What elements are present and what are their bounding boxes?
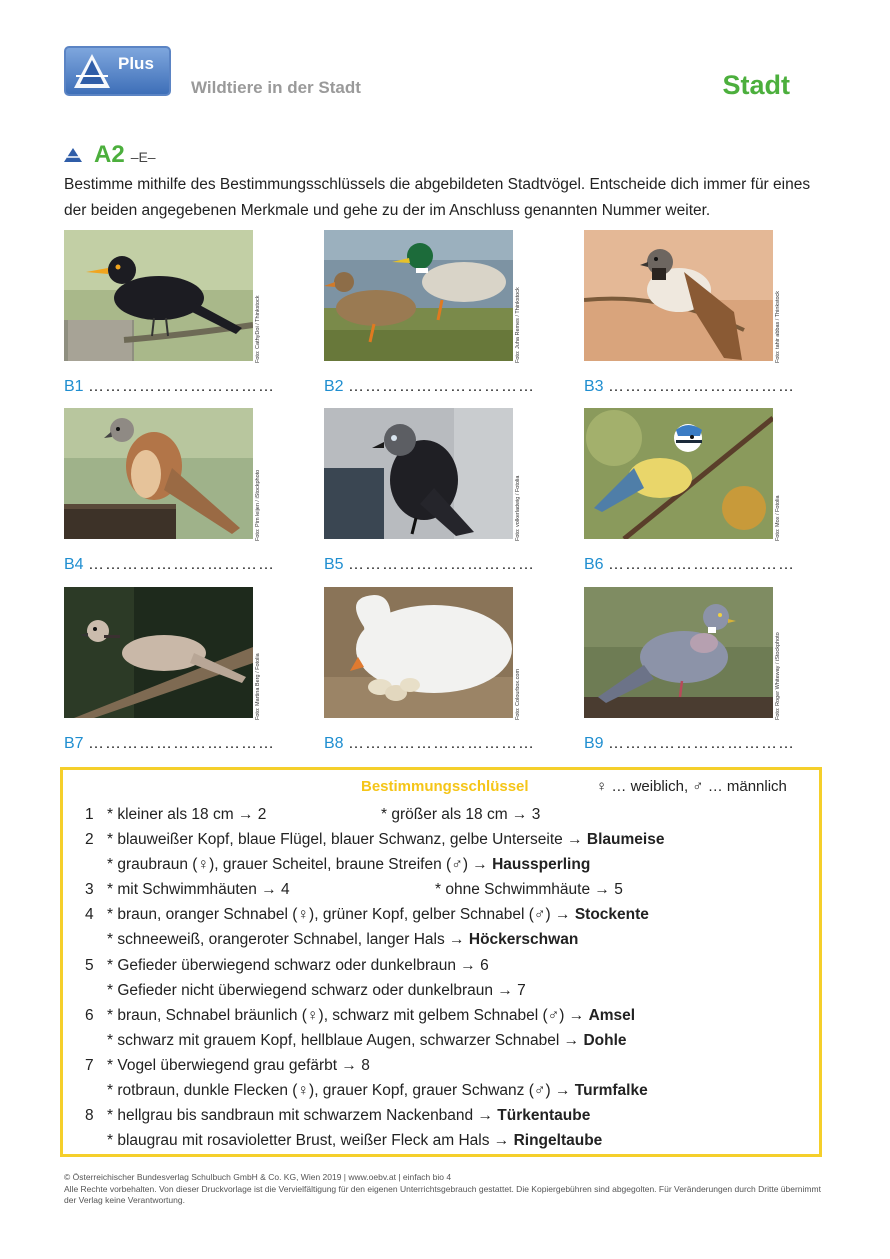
answer-line-b7[interactable]: B7 ……………………………: [64, 735, 276, 752]
bird-photo-b6: [584, 408, 773, 539]
identification-key-box: Bestimmungsschlüssel ♀ … weiblich, ♂ … männlich 1 * kleiner als 18 cm → 2 * größer als 18 cm → 3 2 * blauweißer Kopf, blaue Flügel, blauer Schwanz, gelbe Unterseite → Blaumeise * graubraun (♀), grauer Scheitel, braune Streifen (♂) → Haussperling 3 * mit Schwimmhäuten → 4 * ohne Schwimmhäute → 5 4 * braun, oranger Schnabel (♀), grüner Kopf, gelber Schnabel (♂) → Stockente * schneeweiß, orangeroter Schnabel, langer Hals → Höckerschwan 5 * Gefieder überwiegend schwarz oder dunkelbraun → 6 * Gefieder nicht überwiegend schwarz oder dunkelbraun → 7 6 * braun, Schnabel bräunlich (♀), schwarz mit gelbem Schnabel (♂) → Amsel * schwarz mit grauem Kopf, hellblaue Augen, schwarzer Schnabel → Dohle 7 * Vogel überwiegend grau gefärbt → 8 * rotbraun, dunkle Flecken (♀), grauer Kopf, grauer Schwanz (♂) → Turmfalke 8 * hellgrau bis sandbraun mit schwarzem Nackenband → Türkentaube * blaugrau mit rosavioletter Brust, weißer Fleck am Hals → Ringeltaube: [60, 767, 822, 1157]
answer-line-b5[interactable]: B5 ……………………………: [324, 556, 536, 573]
task-number: A2: [94, 141, 125, 168]
task-header: [64, 141, 156, 169]
photo-credit-b5: Foto: volkerladwig / Fotolia: [515, 475, 521, 541]
bird-photo-b1: [64, 230, 253, 361]
bird-photo-b5: [324, 408, 513, 539]
plus-logo: [64, 46, 171, 96]
bird-photo-b9: [584, 587, 773, 718]
sex-legend: ♀ … weiblich, ♂ … männlich: [596, 778, 787, 795]
photo-credit-b9: Foto: Roger Whiteway / iStockphoto: [775, 632, 781, 720]
page-topic: Stadt: [722, 70, 790, 100]
level-triangle-icon: [64, 148, 82, 162]
footer-line-2: Alle Rechte vorbehalten. Von dieser Druckvorlage ist die Vervielfältigung für den eigenen Unterrichtsgebrauch gestattet. Die Kopiergebühren sind abgegolten. Für Veränderungen durch Dritte übernimmt der Verlag keine Verantwortung.: [64, 1183, 821, 1205]
photo-credit-b1: Foto: CathyDoi / Thinkstock: [255, 295, 261, 363]
task-instructions: Bestimme mithilfe des Bestimmungsschlüssels die abgebildeten Stadtvögel. Entscheide dich immer für eines der beiden angegebenen Merkmale und gehe zu der im Anschluss genannten Nummer weiter.: [64, 176, 811, 219]
bird-photo-b7: [64, 587, 253, 718]
photo-credit-b6: Foto: Mox / Fotolia: [775, 495, 781, 541]
key-title: Bestimmungsschlüssel: [361, 778, 529, 795]
answer-line-b1[interactable]: B1 ……………………………: [64, 378, 276, 395]
photo-credit-b2: Foto: Juha Remes / Thinkstock: [515, 287, 521, 363]
bird-photo-b8: [324, 587, 513, 718]
task-level: –E–: [130, 149, 156, 165]
footer-line-1: © Österreichischer Bundesverlag Schulbuch GmbH & Co. KG, Wien 2019 | www.oebv.at | einfach bio 4: [64, 1172, 452, 1182]
answer-line-b3[interactable]: B3 ……………………………: [584, 378, 796, 395]
photo-credit-b7: Foto: Martina Berg / Fotolia: [255, 653, 261, 720]
logo-label: Plus: [118, 54, 154, 73]
photo-credit-b3: Foto: tahir abbas / Thinkstock: [775, 290, 781, 363]
bird-photo-b4: [64, 408, 253, 539]
answer-line-b8[interactable]: B8 ……………………………: [324, 735, 536, 752]
answer-line-b6[interactable]: B6 ……………………………: [584, 556, 796, 573]
bird-photo-b2: [324, 230, 513, 361]
photo-credit-b4: Foto: Pim leijen / iStockphoto: [255, 469, 261, 541]
answer-line-b9[interactable]: B9 ……………………………: [584, 735, 796, 752]
copyright-footer: [64, 1172, 824, 1207]
photo-credit-b8: Foto: Colourbox.com: [515, 668, 521, 720]
page-subtitle: Wildtiere in der Stadt: [191, 78, 361, 97]
answer-line-b2[interactable]: B2 ……………………………: [324, 378, 536, 395]
bird-photo-b3: [584, 230, 773, 361]
answer-line-b4[interactable]: B4 ……………………………: [64, 556, 276, 573]
